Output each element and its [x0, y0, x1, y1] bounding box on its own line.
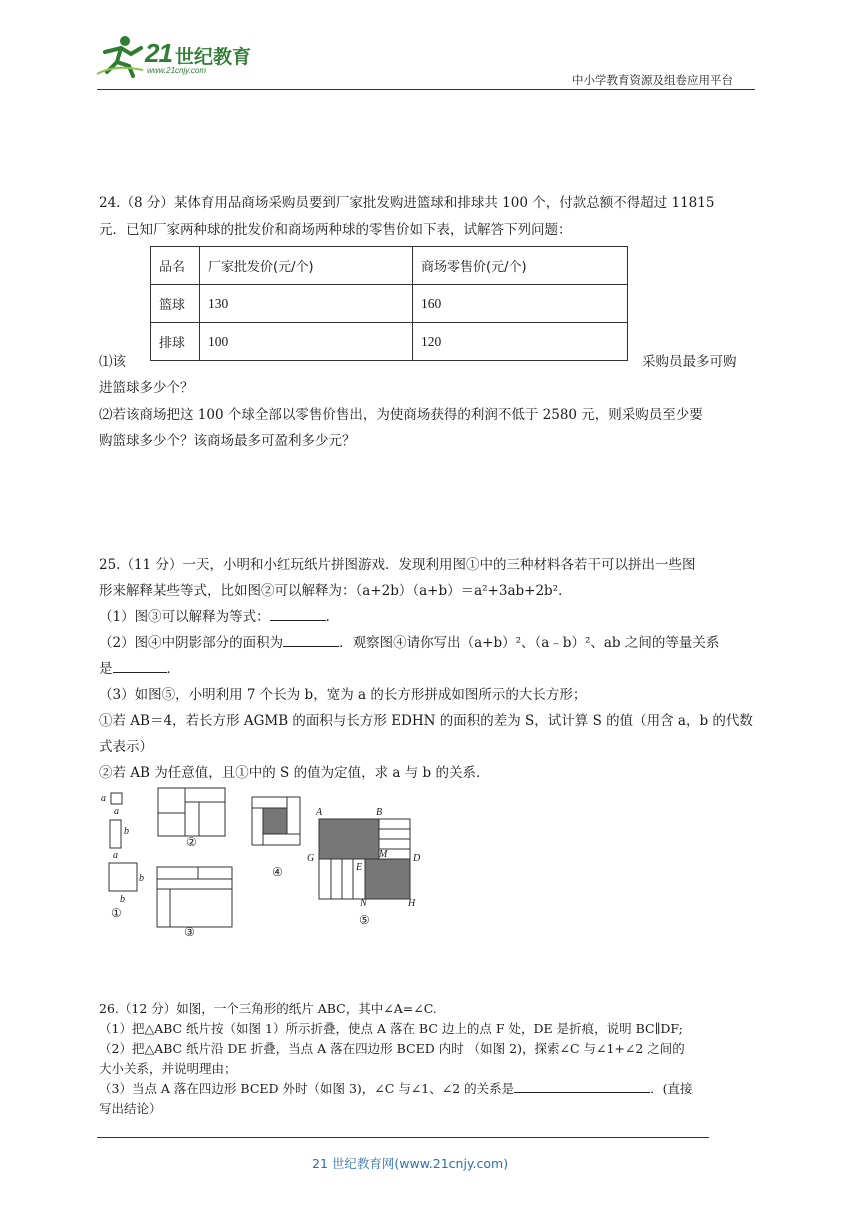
table-cell: 100 — [200, 323, 413, 361]
label-a: a — [114, 806, 119, 817]
point-label: G — [307, 853, 315, 864]
point-label: D — [413, 853, 421, 864]
q26-line1: 26.（12 分）如图，一个三角形的纸片 ABC，其中∠A=∠C. — [99, 1001, 437, 1016]
logo-number: 21 — [145, 38, 172, 68]
q25-part2-text-c: 是 — [99, 661, 113, 677]
q25-part2-cont — [99, 658, 180, 680]
point-label: M — [379, 849, 388, 860]
answer-blank — [270, 606, 326, 621]
q24-part2-line1: ⑵若该商场把这 100 个球全部以零售价售出，为使商场获得的利润不低于 2580 元，则采购员至少要 — [99, 407, 703, 423]
q25-line2: 形来解释某些等式，比如图②可以解释为：（a+2b）（a+b）＝a²+3ab+2b²． — [99, 583, 572, 599]
table-header-cell: 厂家批发价(元/个) — [200, 247, 413, 285]
table-row — [151, 285, 628, 323]
q26-line4: 大小关系，并说明理由； — [99, 1061, 237, 1076]
q25-part2-text: （2）图④中阴影部分的面积为 — [99, 635, 284, 651]
table-row — [151, 323, 628, 361]
fig4-caption: ④ — [272, 865, 283, 879]
table-cell: 130 — [200, 285, 413, 323]
table-header-row — [151, 247, 628, 285]
label-b: b — [139, 873, 144, 884]
q25-part2-end: ． — [166, 661, 180, 677]
fig1-caption: ① — [111, 906, 122, 920]
point-label: B — [376, 807, 383, 818]
logo-text: 世纪教育 — [175, 46, 252, 68]
fig5-caption: ⑤ — [359, 913, 370, 927]
table-cell: 160 — [413, 285, 628, 323]
q24-part1-right: 采购员最多可购 — [642, 354, 737, 370]
price-table — [150, 246, 628, 361]
point-label: A — [316, 807, 323, 818]
fig2-caption: ② — [186, 835, 197, 849]
table-cell: 篮球 — [151, 285, 200, 323]
q24-line2: 元．已知厂家两种球的批发价和商场两种球的零售价如下表，试解答下列问题： — [99, 222, 572, 238]
table-cell: 120 — [413, 323, 628, 361]
q25-part2-text-b: ．观察图④请你写出（a+b）²、（a﹣b）²、ab 之间的等量关系 — [339, 635, 720, 651]
q25-part1-text: （1）图③可以解释为等式： — [99, 609, 270, 625]
q25-sub1-line1: ①若 AB＝4，若长方形 AGMB 的面积与长方形 EDHN 的面积的差为 S，试计算 S 的值（用含 a，b 的代数 — [99, 713, 753, 729]
q24-line1: 24.（8 分）某体育用品商场采购员要到厂家批发购进篮球和排球共 100 个，付款总额不得超过 11815 — [99, 195, 715, 211]
label-b: b — [120, 894, 125, 905]
answer-blank — [283, 632, 339, 647]
label-a: a — [113, 850, 118, 861]
q24-part1-cont: 进篮球多少个？ — [99, 380, 194, 396]
q26-line5 — [99, 1078, 693, 1100]
q25-figures — [95, 785, 435, 945]
table-header-cell: 商场零售价(元/个) — [413, 247, 628, 285]
q26-line6: 写出结论） — [99, 1101, 162, 1116]
header-tagline: 中小学教育资源及组卷应用平台 — [572, 73, 733, 87]
q25-part2 — [99, 632, 719, 654]
point-label: E — [356, 862, 363, 873]
q25-line1: 25.（11 分）一天，小明和小红玩纸片拼图游戏．发现利用图①中的三种材料各若干可以拼出一些图 — [99, 557, 696, 573]
q24-part2-line2: 购篮球多少个？该商场最多可盈利多少元？ — [99, 433, 356, 449]
q24-part1-left: ⑴该 — [99, 354, 126, 370]
point-label: N — [360, 898, 367, 909]
q25-part1-end: ． — [325, 609, 340, 625]
fig3-caption: ③ — [184, 925, 195, 939]
table-header-cell: 品名 — [151, 247, 200, 285]
q26-line5-end: ．(直接 — [650, 1081, 693, 1096]
q25-part3: （3）如图⑤，小明利用 7 个长为 b，宽为 a 的长方形拼成如图所示的大长方形； — [99, 687, 587, 703]
q25-part1 — [99, 606, 339, 628]
answer-blank — [514, 1078, 650, 1093]
figures-svg — [95, 785, 435, 945]
label-b: b — [124, 826, 129, 837]
answer-blank — [113, 658, 167, 673]
table-cell: 排球 — [151, 323, 200, 361]
site-logo — [95, 34, 265, 78]
runner-logo-icon — [95, 34, 147, 78]
q25-sub1-line2: 式表示） — [99, 739, 153, 755]
q26-line2: （1）把△ABC 纸片按（如图 1）所示折叠，使点 A 落在 BC 边上的点 F 处，DE 是折痕，说明 BC∥DF; — [99, 1021, 683, 1036]
q26-line5-text: （3）当点 A 落在四边形 BCED 外时（如图 3)，∠C 与∠1、∠2 的关系是 — [99, 1081, 515, 1096]
footer-divider — [97, 1137, 709, 1138]
label-a: a — [101, 793, 106, 804]
header-divider — [97, 89, 755, 90]
logo-url: www.21cnjy.com — [147, 66, 206, 75]
q25-sub2: ②若 AB 为任意值，且①中的 S 的值为定值，求 a 与 b 的关系． — [99, 765, 490, 781]
q26-line3: （2）把△ABC 纸片沿 DE 折叠，当点 A 落在四边形 BCED 内时 （如图 2)，探索∠C 与∠1+∠2 之间的 — [99, 1041, 685, 1056]
point-label: H — [408, 898, 416, 909]
footer-link[interactable]: 21 世纪教育网(www.21cnjy.com) — [312, 1156, 509, 1171]
